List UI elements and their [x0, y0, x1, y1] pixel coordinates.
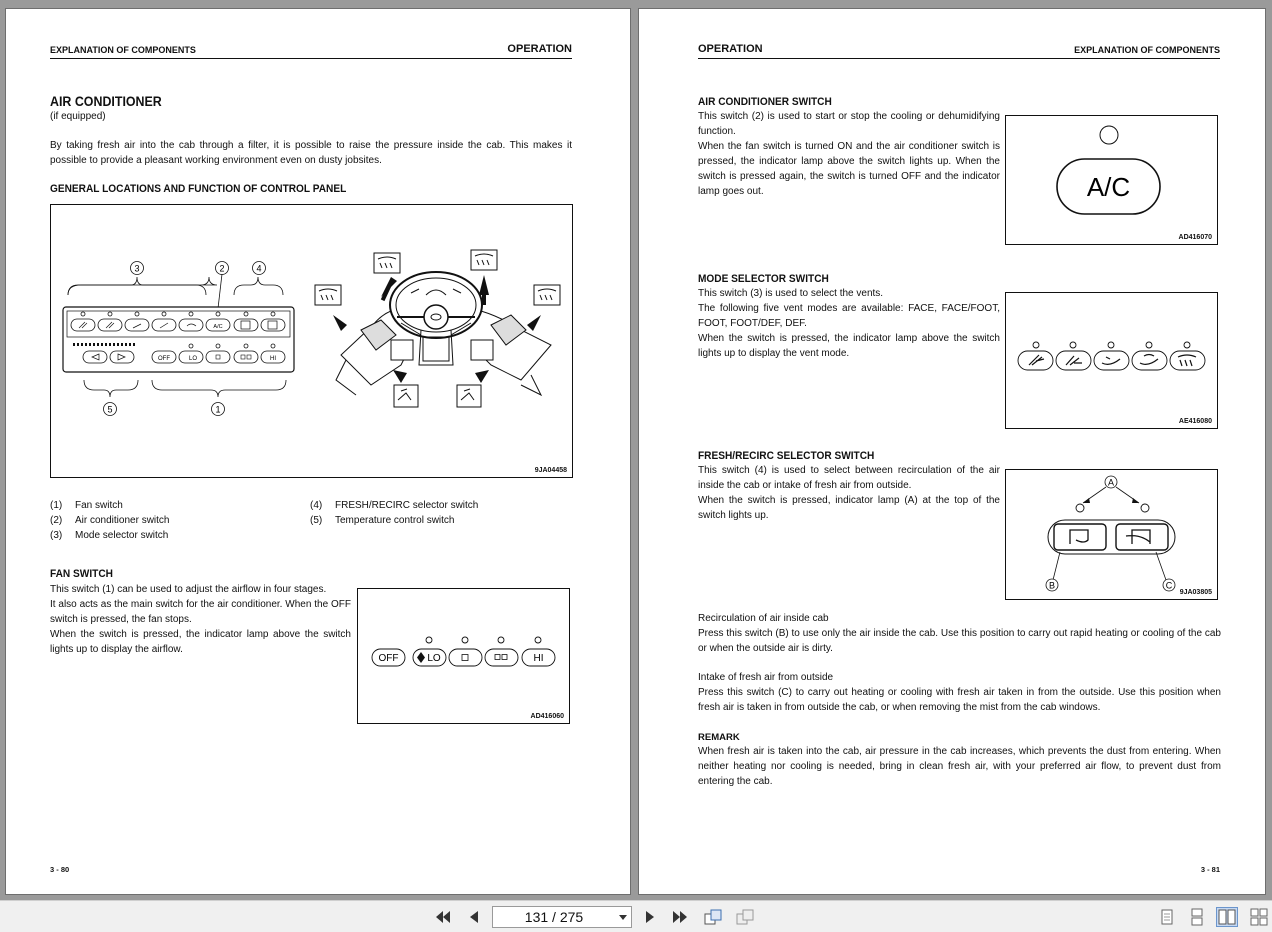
next-page-icon [643, 909, 657, 925]
mode-switch-illustration [1006, 293, 1217, 428]
intro-text: By taking fresh air into the cab through a filter, it is possible to raise the pressure inside the cab. This makes it possible to provide a pleasant working environment even on dusty jobsites. [50, 140, 572, 166]
figure-code: AE416080 [1178, 418, 1212, 425]
next-page-button[interactable] [639, 907, 661, 927]
callout-3: 3 [134, 263, 140, 274]
section-title: AIR CONDITIONER [50, 94, 162, 109]
figure-code: 9JA04458 [534, 467, 567, 474]
label-c: C [1165, 580, 1173, 591]
callout-5: 5 [107, 404, 113, 415]
subtitle: (if equipped) [50, 111, 106, 122]
panel-hi-label: HI [270, 356, 276, 362]
rotate-icon [703, 908, 723, 926]
label-b: B [1048, 580, 1056, 591]
continuous-icon [1189, 908, 1205, 926]
facing-view-button[interactable] [1216, 907, 1238, 927]
fan-lo-label: LO [427, 653, 441, 664]
ac-label: A/C [1086, 172, 1131, 202]
figure-code: AD416060 [530, 713, 564, 720]
fan-hi-label: HI [533, 653, 544, 664]
header-right: OPERATION [507, 43, 572, 55]
recirc-title: Recirculation of air inside cab [698, 613, 829, 624]
legend-item: (3) Mode selector switch [50, 530, 169, 541]
fresh-intake-title: Intake of fresh air from outside [698, 672, 834, 683]
fan-switch-figure [357, 588, 570, 724]
fan-switch-text: This switch (1) can be used to adjust the airflow in four stages. It also acts as the main switch for the air conditioner. When the OFF switch is pressed, the fan stops. When the switch is pressed, the indicator lamp above the switch lights up to display the airflow. [50, 584, 351, 655]
first-page-button[interactable] [432, 907, 454, 927]
page-indicator: 131 / 275 [524, 909, 584, 925]
viewer-toolbar [0, 900, 1272, 932]
callout-1: 1 [215, 404, 221, 415]
fit-icon [735, 908, 755, 926]
fresh-switch-figure [1005, 469, 1218, 600]
legend-item: (4) FRESH/RECIRC selector switch [310, 500, 479, 511]
figure-code: 9JA03805 [1179, 589, 1212, 596]
header-right: EXPLANATION OF COMPONENTS [1074, 45, 1220, 55]
single-page-icon [1159, 908, 1175, 926]
fresh-switch-text: This switch (4) is used to select between recirculation of the air inside the cab or intake of fresh air from outside. When the switch is pressed, indicator lamp (A) at the top of the switch lights up. [698, 465, 1000, 521]
continuous-view-button[interactable] [1186, 907, 1208, 927]
cab-interior-drawing [336, 272, 551, 395]
legend-item: (2) Air conditioner switch [50, 515, 170, 526]
panel-off-label: OFF [158, 356, 170, 362]
panel-lo-label: LO [188, 356, 198, 362]
ac-switch-figure [1005, 115, 1218, 245]
callout-2: 2 [219, 263, 225, 274]
ac-switch-text: This switch (2) is used to start or stop the cooling or dehumidifying function. When the fan switch is turned ON and the air conditioner switch is pressed, the indicator lamp above the switch lights up. When the switch is pressed again, the switch is turned OFF and the indicator lamp goes out. [698, 111, 1000, 197]
page-header [698, 45, 1220, 59]
control-panel-figure [50, 204, 573, 478]
remark-title: REMARK [698, 732, 740, 743]
page-header [50, 45, 572, 59]
continuous-facing-icon [1249, 908, 1269, 926]
panel-ac-label: A/C [213, 324, 223, 330]
previous-page-icon [466, 909, 480, 925]
mode-switch-figure [1005, 292, 1218, 429]
page-left [5, 8, 631, 895]
legend-item: (5) Temperature control switch [310, 515, 455, 526]
ac-switch-illustration [1006, 116, 1217, 244]
first-page-icon [434, 909, 452, 925]
previous-page-button[interactable] [462, 907, 484, 927]
mode-switch-text: This switch (3) is used to select the vents. The following five vent modes are available: FACE, FACE/FOOT, FOOT, FOOT/DEF, DEF. When the switch is pressed, the indicator lamp above the switch lights up to display the vent mode. [698, 288, 1000, 359]
last-page-button[interactable] [669, 907, 691, 927]
fit-button[interactable] [734, 907, 756, 927]
facing-icon [1217, 908, 1237, 926]
chevron-down-icon [619, 915, 627, 920]
ac-switch-title: AIR CONDITIONER SWITCH [698, 96, 832, 108]
continuous-facing-view-button[interactable] [1248, 907, 1270, 927]
page-right [638, 8, 1266, 895]
fan-switch-title: FAN SWITCH [50, 568, 113, 580]
last-page-icon [671, 909, 689, 925]
page-selector[interactable] [492, 906, 632, 928]
remark-text: When fresh air is taken into the cab, air pressure in the cab increases, which prevents the dust from entering. When neither heating nor cooling is needed, bring in clean fresh air, with your preferred air flow, to prevent dust from entering the cab. [698, 746, 1221, 787]
header-left: EXPLANATION OF COMPONENTS [50, 45, 196, 55]
page-number: 3 - 81 [1200, 865, 1220, 874]
single-page-view-button[interactable] [1156, 907, 1178, 927]
fan-switch-illustration [358, 589, 569, 723]
header-left: OPERATION [698, 43, 763, 55]
figure-code: AD416070 [1178, 234, 1212, 241]
rotate-button[interactable] [702, 907, 724, 927]
control-panel-illustration [51, 205, 572, 477]
callout-4: 4 [256, 263, 262, 274]
recirc-text: Press this switch (B) to use only the air inside the cab. Use this position to carry out rapid heating or cooling of the cab or when the outside air is dirty. [698, 628, 1221, 654]
fresh-intake-text: Press this switch (C) to carry out heating or cooling with fresh air taken in from the outside. Use this position when fresh air is taken in from outside the cab, or when removing the mist from the cab windows. [698, 687, 1221, 713]
figure-legend [50, 498, 572, 548]
legend-item: (1) Fan switch [50, 500, 123, 511]
control-panel-title: GENERAL LOCATIONS AND FUNCTION OF CONTROL PANEL [50, 183, 347, 195]
fan-off-label: OFF [378, 653, 399, 664]
mode-switch-title: MODE SELECTOR SWITCH [698, 273, 829, 285]
fresh-switch-title: FRESH/RECIRC SELECTOR SWITCH [698, 450, 875, 462]
label-a: A [1107, 477, 1115, 488]
fresh-switch-illustration [1006, 470, 1217, 599]
page-number: 3 - 80 [50, 865, 70, 874]
